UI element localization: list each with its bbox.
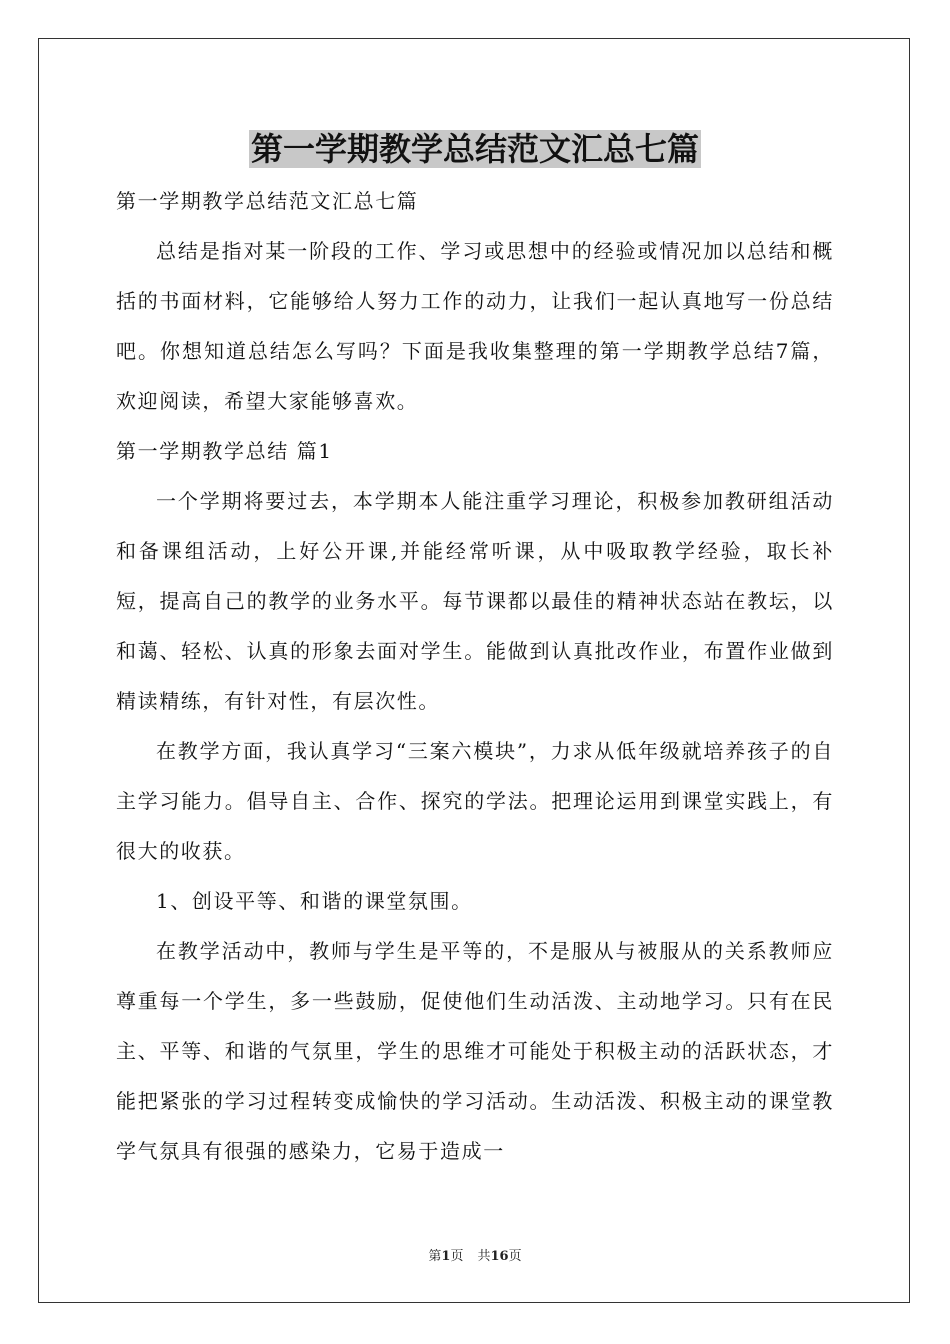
page-number: 第1页 <box>428 1249 464 1264</box>
document-body <box>116 176 834 1176</box>
subtitle-paragraph: 第一学期教学总结范文汇总七篇 <box>116 189 419 213</box>
page-total: 共16页 <box>477 1249 522 1264</box>
document-title-text: 第一学期教学总结范文汇总七篇 <box>250 130 699 168</box>
document-title <box>0 127 950 171</box>
section-heading: 第一学期教学总结 篇1 <box>116 439 333 463</box>
page-footer <box>0 1248 950 1266</box>
body-paragraph: 在教学方面，我认真学习“三案六模块”，力求从低年级就培养孩子的自主学习能力。倡导自主、合作、探究的学法。把理论运用到课堂实践上，有很大的收获。 <box>116 739 834 863</box>
body-paragraph: 一个学期将要过去，本学期本人能注重学习理论，积极参加教研组活动和备课组活动，上好公开课,并能经常听课，从中吸取教学经验，取长补短，提高自己的教学的业务水平。每节课都以最佳的精神状态站在教坛，以和蔼、轻松、认真的形象去面对学生。能做到认真批改作业，布置作业做到精读精练，有针对性，有层次性。 <box>116 489 834 713</box>
list-item-heading: 1、创设平等、和谐的课堂氛围。 <box>156 889 473 913</box>
intro-paragraph: 总结是指对某一阶段的工作、学习或思想中的经验或情况加以总结和概括的书面材料，它能够给人努力工作的动力，让我们一起认真地写一份总结吧。你想知道总结怎么写吗？下面是我收集整理的第一学期教学总结7篇，欢迎阅读，希望大家能够喜欢。 <box>116 239 834 413</box>
body-paragraph: 在教学活动中，教师与学生是平等的，不是服从与被服从的关系教师应尊重每一个学生，多一些鼓励，促使他们生动活泼、主动地学习。只有在民主、平等、和谐的气氛里，学生的思维才可能处于积极主动的活跃状态，才能把紧张的学习过程转变成愉快的学习活动。生动活泼、积极主动的课堂教学气氛具有很强的感染力，它易于造成一 <box>116 939 834 1163</box>
